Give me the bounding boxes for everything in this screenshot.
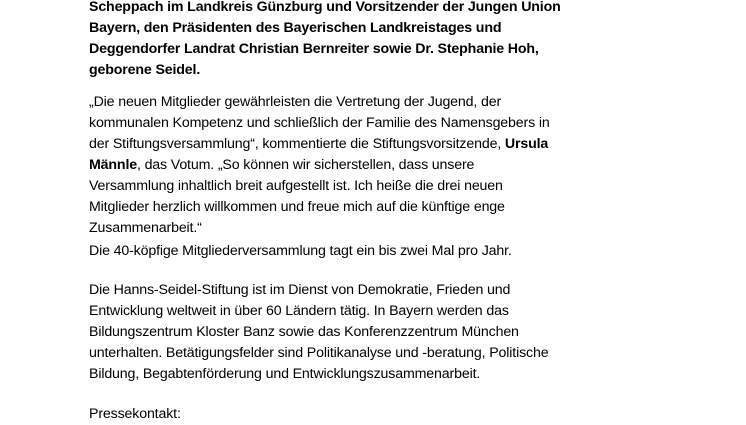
lead-line: geborene Seidel.	[89, 62, 201, 78]
quote-text: der Stiftungsversammlung“, kommentierte die Stiftungsvorsitzende,	[89, 136, 505, 152]
quote-line: Mitglieder herzlich willkommen und freue mich auf die künftige enge	[89, 199, 505, 215]
quote-line	[89, 134, 569, 155]
lead-paragraph	[89, 0, 569, 81]
quote-text: , das Votum. „So können wir sicherstellen, dass unsere	[136, 157, 475, 173]
quote-line	[89, 155, 569, 176]
person-name-first: Ursula	[504, 136, 549, 152]
quote-line: kommunalen Kompetenz und schließlich der Familie des Namensgebers in	[89, 115, 550, 131]
foundation-line: Bildungszentrum Kloster Banz sowie das Konferenzzentrum München	[89, 324, 519, 340]
quote-line: Versammlung inhaltlich breit aufgestellt ist. Ich heiße die drei neuen	[89, 178, 503, 194]
quote-line: „Die neuen Mitglieder gewährleisten die Vertretung der Jugend, der	[89, 94, 502, 110]
quote-line: Zusammenarbeit.“	[89, 220, 202, 236]
foundation-paragraph	[89, 280, 569, 385]
foundation-line: unterhalten. Betätigungsfelder sind Politikanalyse und -beratung, Politische	[89, 345, 549, 361]
person-name-last: Männle	[89, 157, 137, 173]
lead-line: Bayern, den Präsidenten des Bayerischen Landkreistages und	[89, 20, 502, 36]
foundation-line: Die Hanns-Seidel-Stiftung ist im Dienst von Demokratie, Frieden und	[89, 282, 511, 298]
foundation-line: Bildung, Begabtenförderung und Entwicklungszusammenarbeit.	[89, 366, 481, 382]
assembly-paragraph	[89, 241, 569, 262]
lead-line: Scheppach im Landkreis Günzburg und Vorsitzender der Jungen Union	[89, 0, 561, 15]
assembly-line: Die 40-köpfige Mitgliederversammlung tagt ein bis zwei Mal pro Jahr.	[89, 243, 512, 259]
lead-line: Deggendorfer Landrat Christian Bernreiter sowie Dr. Stephanie Hoh,	[89, 41, 539, 57]
press-contact-label: Pressekontakt:	[89, 406, 181, 422]
foundation-line: Entwicklung weltweit in über 60 Ländern tätig. In Bayern werden das	[89, 303, 509, 319]
quote-paragraph	[89, 92, 569, 239]
